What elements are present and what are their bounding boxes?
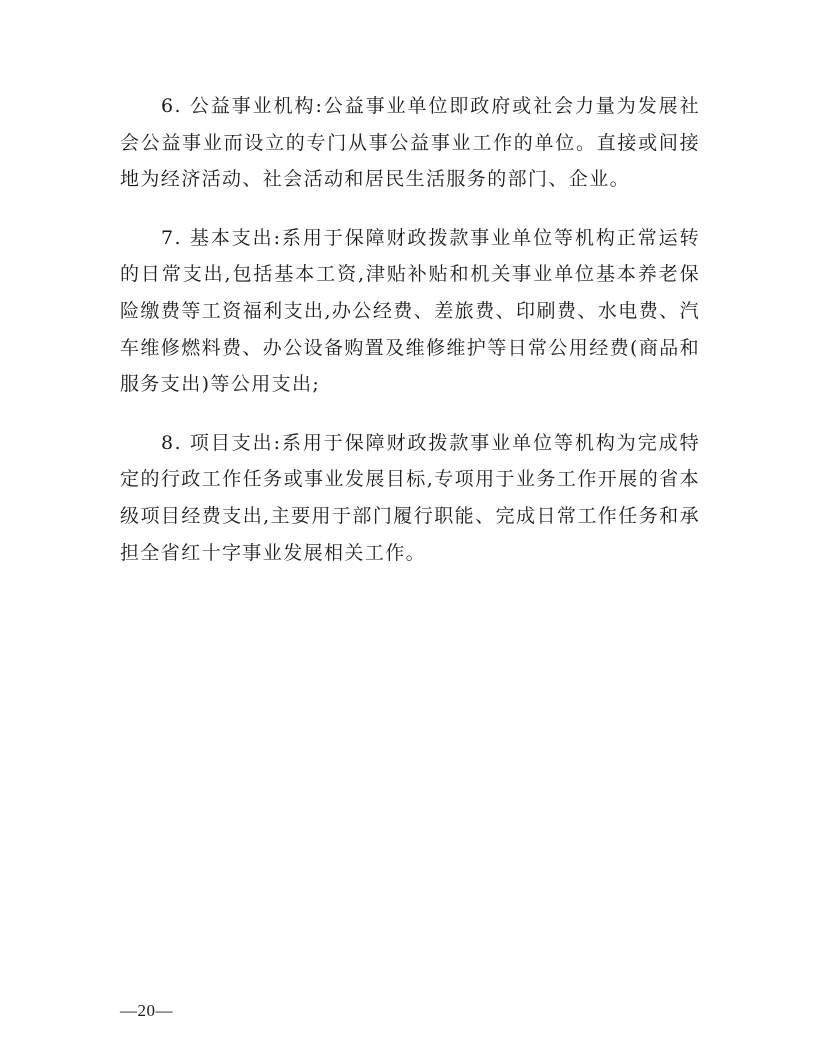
- paragraph-public-welfare-institution: 6. 公益事业机构:公益事业单位即政府或社会力量为发展社会公益事业而设立的专门从事公益事业工作的单位。直接或间接地为经济活动、社会活动和居民生活服务的部门、企业。: [120, 95, 700, 191]
- paragraph-basic-expenditure: 7. 基本支出:系用于保障财政拨款事业单位等机构正常运转的日常支出,包括基本工资,津贴补贴和机关事业单位基本养老保险缴费等工资福利支出,办公经费、差旅费、印刷费、水电费、汽车维修燃料费、办公设备购置及维修维护等日常公用经费(商品和服务支出)等公用支出;: [120, 226, 701, 396]
- page-number: —20—: [120, 1001, 173, 1020]
- paragraph-project-expenditure: 8. 项目支出:系用于保障财政拨款事业单位等机构为完成特定的行政工作任务或事业发展目标,专项用于业务工作开展的省本级项目经费支出,主要用于部门履行职能、完成日常工作任务和承担全省红十字事业发展相关工作。: [120, 431, 700, 564]
- document-body: [120, 88, 700, 593]
